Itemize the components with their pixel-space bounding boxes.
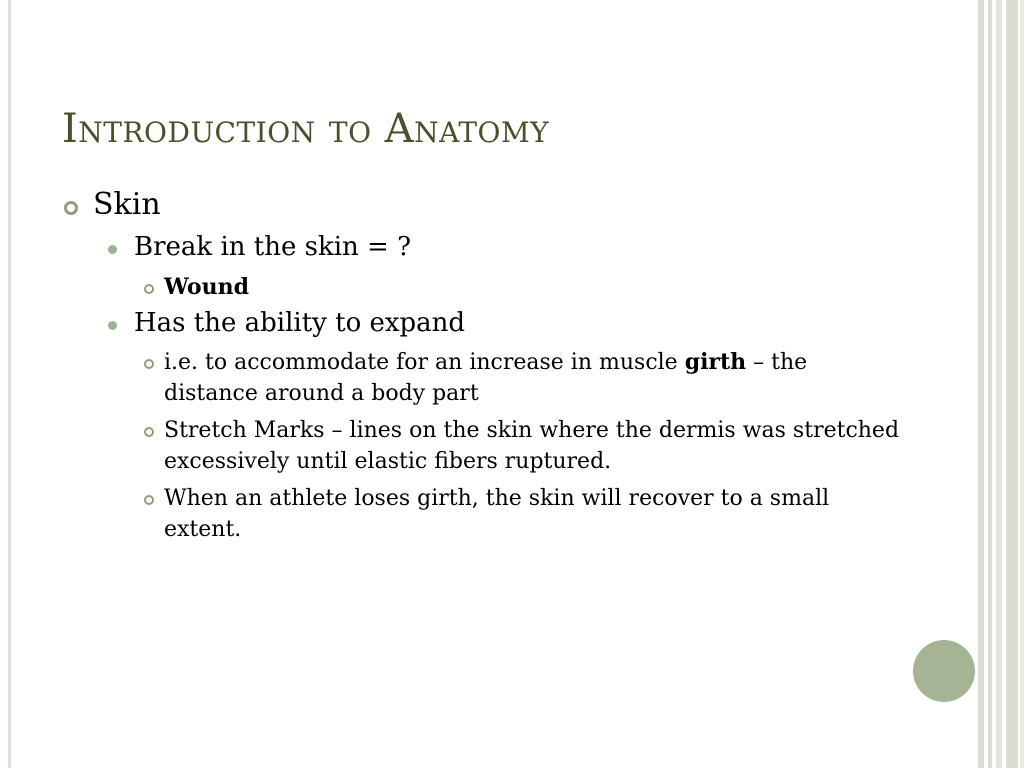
bullet-text-after: – the distance around a body part <box>164 350 808 407</box>
bullet-text: When an athlete loses girth, the skin will recover to a small extent. <box>164 486 830 543</box>
bullet-item-break-in-skin <box>60 233 900 262</box>
bullet-item-stretch-marks <box>60 415 900 477</box>
right-decorative-stripe <box>978 0 984 768</box>
bullet-text: Skin <box>93 187 161 222</box>
left-border-line <box>8 0 11 768</box>
small-hollow-circle-bullet-icon <box>144 284 154 294</box>
right-decorative-stripe <box>996 0 1002 768</box>
right-decorative-stripe <box>1006 0 1018 768</box>
bullet-text: Has the ability to expand <box>134 307 466 338</box>
bullet-text: Wound <box>164 273 249 300</box>
slide-title: Introduction to Anatomy <box>62 106 550 152</box>
filled-dot-bullet-icon <box>108 321 117 330</box>
bullet-item-ability-to-expand <box>60 309 900 338</box>
right-decorative-stripe <box>988 0 992 768</box>
filled-dot-bullet-icon <box>108 245 117 254</box>
bullet-text: Break in the skin = ? <box>134 232 412 262</box>
bullet-list <box>60 188 900 551</box>
bullet-item-girth <box>60 347 900 409</box>
small-hollow-circle-bullet-icon <box>144 427 154 437</box>
bullet-text-before: i.e. to accommodate for an increase in muscle <box>164 350 685 376</box>
hollow-circle-bullet-icon <box>64 201 78 215</box>
bullet-bold-term: girth <box>684 349 747 376</box>
green-circle-decoration <box>913 640 975 702</box>
right-decorative-stripe <box>1020 0 1024 768</box>
bullet-item-loses-girth <box>60 483 900 545</box>
bullet-text: Stretch Marks – lines on the skin where the dermis was stretched excessively until elastic fibers ruptured. <box>164 418 900 475</box>
bullet-item-wound <box>60 272 900 303</box>
small-hollow-circle-bullet-icon <box>144 495 154 505</box>
bullet-item-skin <box>60 188 900 221</box>
small-hollow-circle-bullet-icon <box>144 359 154 369</box>
